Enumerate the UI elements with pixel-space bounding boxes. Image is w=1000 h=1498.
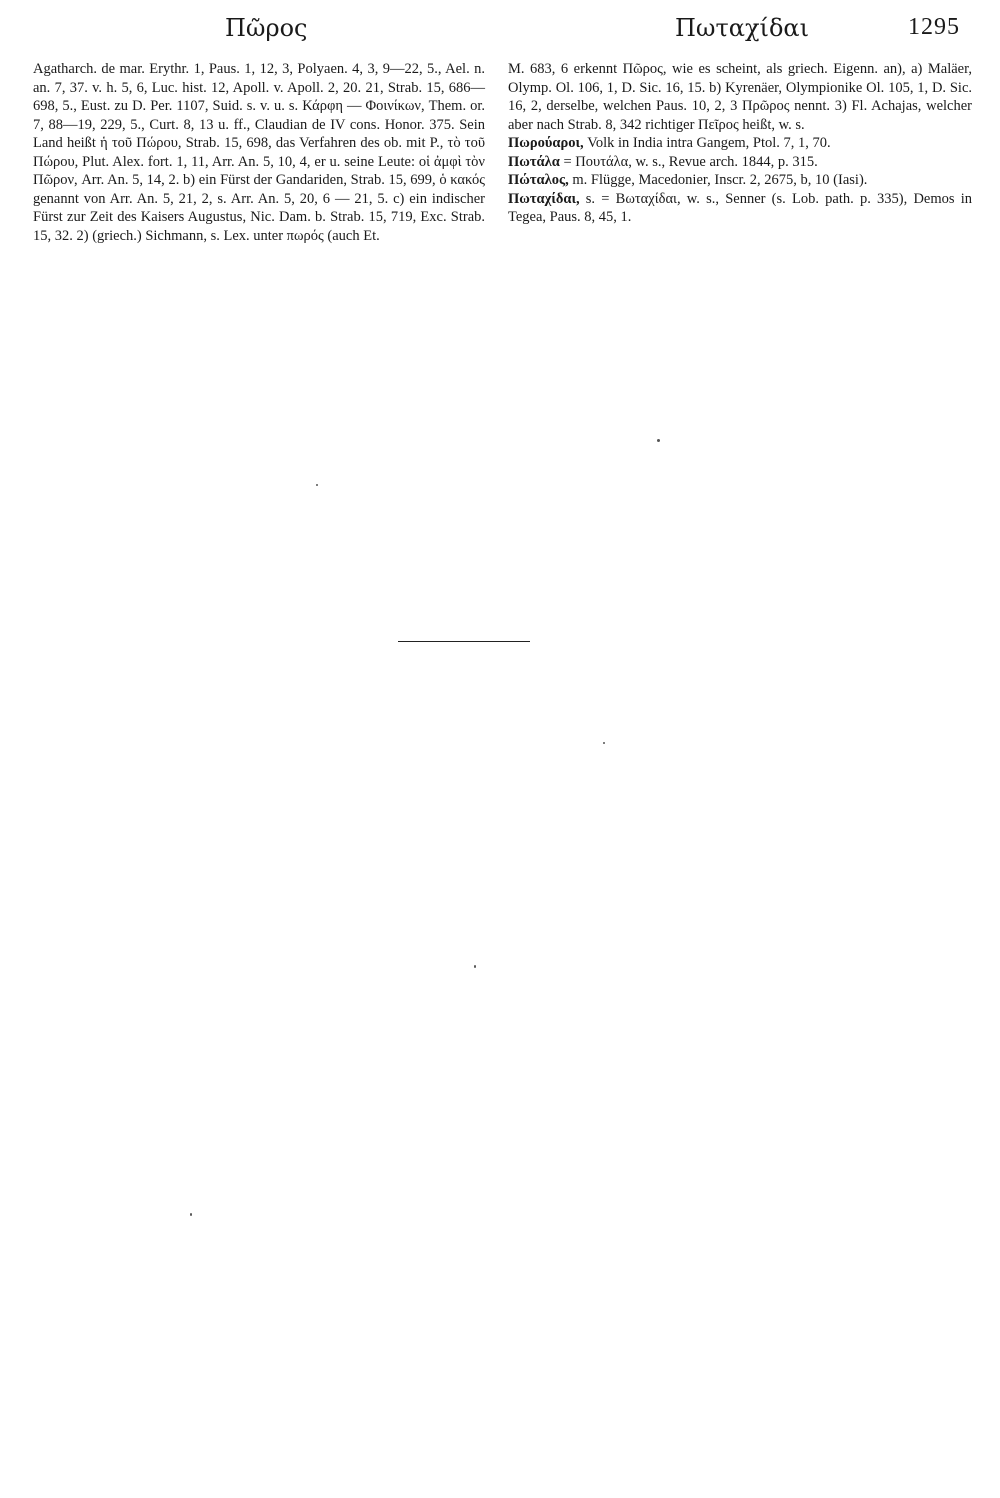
left-column [33, 60, 485, 245]
page-number: 1295 [908, 14, 960, 40]
print-speck [657, 439, 660, 442]
print-speck [474, 965, 476, 968]
entry-text: m. Flügge, Macedonier, Inscr. 2, 2675, b, 10 (Iasi). [568, 172, 868, 188]
entry-lemma: Πωρούαροι, [508, 135, 584, 151]
entry-potachidai [508, 190, 972, 227]
end-of-page-rule [398, 641, 530, 642]
running-head-right: Πωταχίδαι [675, 14, 810, 42]
entry-text: M. 683, 6 erkennt Πῶρος, wie es scheint, als griech. Eigenn. an), a) Maläer, Olymp. Ol. 106, 1, D. Sic. 16, 15. b) Kyrenäer, Olympionike Ol. 105, 1, D. Sic. 16, 2, derselbe, welchen Paus. 10, 2, 3 Πρῶρος nennt. 3) Fl. Achajas, welcher aber nach Strab. 8, 342 richtiger Πεῖρος heißt, w. s. [508, 61, 972, 133]
entry-potala [508, 153, 972, 172]
print-speck [603, 742, 605, 744]
entry-text: s. = Βωταχίδαι, w. s., Senner (s. Lob. path. p. 335), Demos in Tegea, Paus. 8, 45, 1. [508, 190, 972, 225]
entry-continuation-text: Agatharch. de mar. Erythr. 1, Paus. 1, 12, 3, Polyaen. 4, 3, 9—22, 5., Ael. n. an. 7, 37. v. h. 5, 6, Luc. hist. 12, Apoll. v. Apoll. 2, 20. 21, Strab. 15, 686—698, 5., Eust. zu D. Per. 1107, Suid. s. v. u. s. Κάρφη — Φοινίκων, Them. or. 7, 88—19, 229, 5., Curt. 8, 13 u. ff., Claudian de IV cons. Honor. 375. Sein Land heißt ἡ τοῦ Πώρου, Strab. 15, 698, das Verfahren des ob. mit P., τὸ τοῦ Πώρου, Plut. Alex. fort. 1, 11, Arr. An. 5, 10, 4, er u. seine Leute: οἱ ἀμφὶ τὸν Πῶρον, Arr. An. 5, 14, 2. b) ein Fürst der Gandariden, Strab. 15, 699, ὁ κακός genannt von Arr. An. 5, 21, 2, s. Arr. An. 5, 20, 6 — 21, 5. c) ein indischer Fürst zur Zeit des Kaisers Augustus, Nic. Dam. b. Strab. 15, 719, Exc. Strab. 15, 32. 2) (griech.) Sichmann, s. Lex. unter πωρός (auch Et. [33, 61, 485, 244]
page-header [0, 10, 1000, 50]
entry-lemma: Πωταχίδαι, [508, 190, 580, 207]
print-speck [190, 1213, 192, 1216]
running-head-left: Πῶρος [225, 14, 308, 42]
entry-poros-continuation [508, 60, 972, 134]
entry-lemma: Πωτάλα [508, 153, 560, 170]
entry-text: Volk in India intra Gangem, Ptol. 7, 1, 70. [583, 135, 831, 151]
entry-lemma: Πώταλος, [508, 172, 569, 188]
entry-text: = Πουτάλα, w. s., Revue arch. 1844, p. 315. [559, 153, 818, 170]
entry-potalos [508, 171, 972, 190]
right-column [508, 60, 972, 227]
entry-porouaroi [508, 134, 972, 153]
print-speck [316, 484, 318, 486]
